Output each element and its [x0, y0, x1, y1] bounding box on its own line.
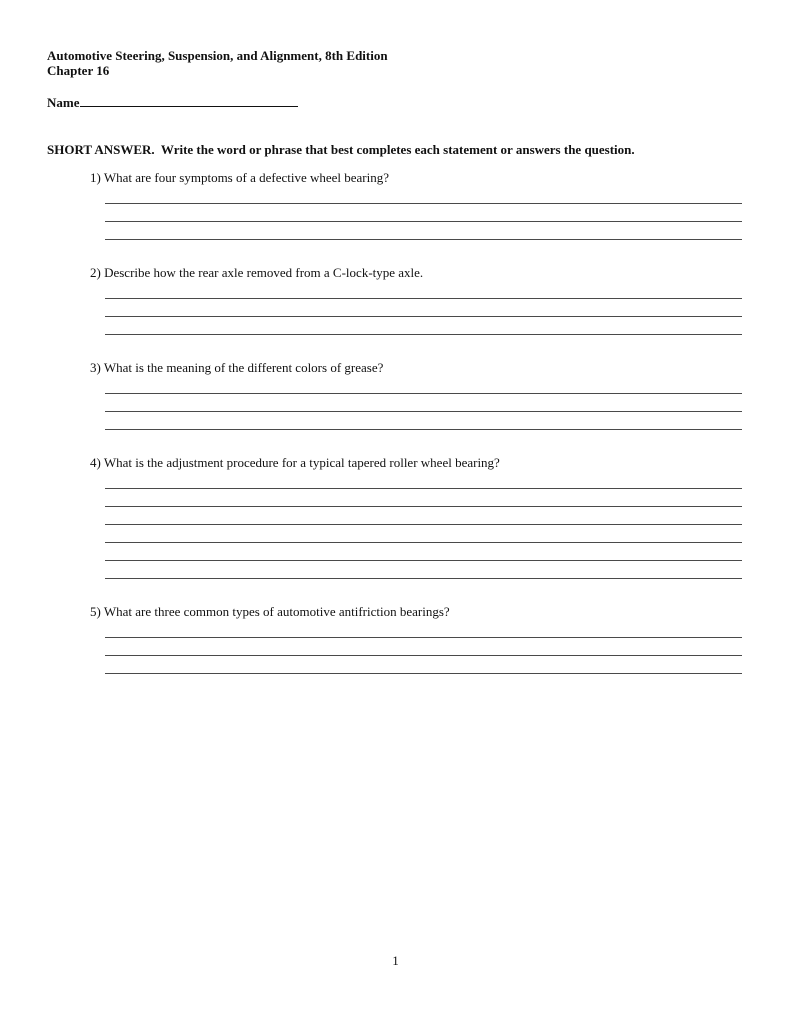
answer-line — [105, 656, 742, 674]
answer-line — [105, 471, 742, 489]
answer-line — [105, 281, 742, 299]
answer-line — [105, 638, 742, 656]
question-item — [90, 266, 742, 335]
name-blank — [80, 93, 298, 107]
answer-line — [105, 317, 742, 335]
question-text — [90, 605, 742, 619]
question-list — [47, 171, 742, 674]
answer-line — [105, 507, 742, 525]
name-row — [47, 93, 742, 111]
answer-line — [105, 561, 742, 579]
page-number: 1 — [392, 953, 399, 968]
document-header — [47, 48, 742, 78]
answer-line — [105, 222, 742, 240]
section-heading: SHORT ANSWER. Write the word or phrase that best completes each statement or answers the question. — [47, 142, 635, 157]
question-number: 5) — [90, 604, 101, 619]
question-item — [90, 361, 742, 430]
question-number: 4) — [90, 455, 101, 470]
question-item — [90, 456, 742, 579]
answer-lines — [105, 186, 742, 240]
answer-line — [105, 620, 742, 638]
question-text — [90, 171, 742, 185]
answer-line — [105, 412, 742, 430]
question-body: What are four symptoms of a defective wheel bearing? — [103, 170, 390, 185]
answer-lines — [105, 281, 742, 335]
answer-line — [105, 394, 742, 412]
answer-lines — [105, 376, 742, 430]
answer-line — [105, 204, 742, 222]
chapter-label: Chapter 16 — [47, 63, 110, 78]
answer-line — [105, 525, 742, 543]
name-label: Name — [47, 95, 80, 110]
document-title: Automotive Steering, Suspension, and Alignment, 8th Edition — [47, 48, 388, 63]
answer-line — [105, 186, 742, 204]
question-body: What are three common types of automotive antifriction bearings? — [103, 604, 450, 619]
question-number: 2) — [90, 265, 101, 280]
question-body: What is the adjustment procedure for a typical tapered roller wheel bearing? — [103, 455, 500, 470]
question-body: What is the meaning of the different colors of grease? — [103, 360, 384, 375]
answer-line — [105, 489, 742, 507]
question-item — [90, 171, 742, 240]
question-number: 3) — [90, 360, 101, 375]
answer-lines — [105, 620, 742, 674]
question-text — [90, 456, 742, 470]
question-text — [90, 361, 742, 375]
question-item — [90, 605, 742, 674]
answer-lines — [105, 471, 742, 579]
answer-line — [105, 299, 742, 317]
answer-line — [105, 376, 742, 394]
question-body: Describe how the rear axle removed from a C-lock-type axle. — [104, 265, 424, 280]
question-text — [90, 266, 742, 280]
question-number: 1) — [90, 170, 101, 185]
answer-line — [105, 543, 742, 561]
